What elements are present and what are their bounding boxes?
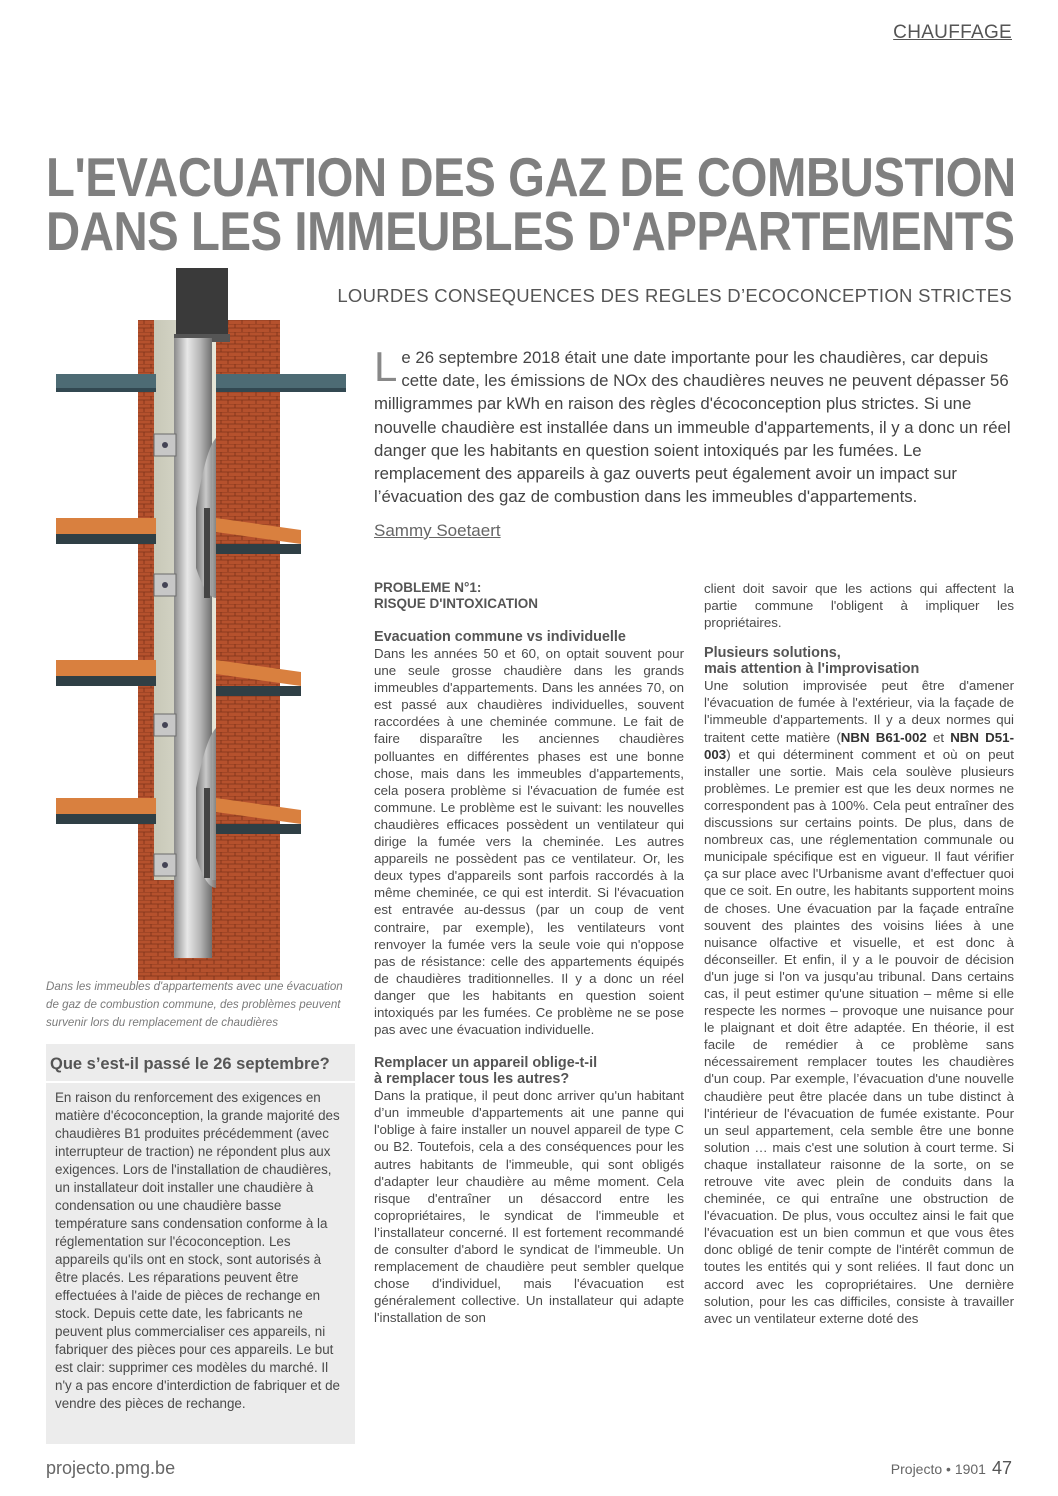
article-title-line1: L'EVACUATION DES GAZ DE COMBUSTION: [46, 146, 1016, 208]
author-byline[interactable]: Sammy Soetaert: [374, 521, 501, 540]
body-column-2: [704, 580, 1014, 1450]
footer-website-link[interactable]: projecto.pmg.be: [46, 1458, 176, 1478]
drop-cap: L: [374, 343, 398, 390]
subheading-remplacer: Remplacer un appareil oblige-t-il à remplacer tous les autres?: [374, 1055, 598, 1088]
chimney-illustration: [46, 268, 356, 980]
page-number: 47: [991, 1458, 1012, 1478]
problem-heading: PROBLEME N°1: RISQUE D'INTOXICATION: [374, 580, 538, 611]
norm-nbn-d51: NBN D51-003: [704, 729, 1014, 762]
issue-label: Projecto • 1901: [890, 1461, 986, 1477]
body-column-1: [374, 580, 684, 1450]
article-subtitle: LOURDES CONSEQUENCES DES REGLES D’ECOCONCEPTION STRICTES: [337, 285, 1012, 306]
article-title-line2: DANS LES IMMEUBLES D'APPARTEMENTS: [46, 200, 1015, 262]
figure-caption: Dans les immeubles d'appartements avec une évacuation de gaz de combustion commune, des problèmes peuvent survenir lors du remplacement de chaudières: [46, 980, 343, 1029]
norm-nbn-b61: NBN B61-002: [840, 729, 927, 745]
footer-issue: [891, 1458, 1012, 1479]
sidebar-text: En raison du renforcement des exigences en matière d'écoconception, la grande majorité des chaudières B1 produites précédemment (avec interrupteur de traction) ne répondent plus aux exigences. Lors de l'installation de chaudières, un installateur doit installer une chaudière à condensation ou une chaudière basse température sans condensation conforme à la réglementation sur l'écoconception. Les appareils qu'ils ont en stock, sont autorisés à être placés. Les réparations peuvent être effectuées à l'aide de pièces de rechange en stock. Depuis cette date, les fabricants ne peuvent plus commercialiser ces appareils, ni fabriquer des pièces pour ces appareils. Le but est clair: supprimer ces modèles du marché. Il n'y a pas encore d'interdiction de fabriquer et de vendre des pièces de rechange.: [55, 1090, 341, 1411]
subheading-solutions: Plusieurs solutions, mais attention à l'improvisation: [704, 645, 920, 678]
top-flue: [176, 268, 228, 338]
sidebar-title: Que s’est-il passé le 26 septembre?: [46, 1044, 355, 1083]
sidebar-box: [46, 1044, 355, 1444]
section-tag: CHAUFFAGE: [893, 22, 1012, 43]
paragraph-remplacer: Dans la pratique, il peut donc arriver qu'un habitant d’un immeuble d'appartements ait une panne qui l'oblige à faire installer un nouvel appareil de type C ou B2. Toutefois, cela a des conséquences pour les autres habitants de l'immeuble, qui sont obligés d'adapter leur chaudière au même moment. Cela risque d'entraîner un désaccord entre les copropriétaires, le syndicat de l'immeuble et l’installateur concerné. Il est fortement recommandé de consulter d'abord le syndicat de l'immeuble. Un remplacement de chaudière peut sembler quelque chose d'individuel, mais l'évacuation est généralement collective. Un installateur qui adapte l'installation de son: [374, 1088, 684, 1326]
article-title: [46, 146, 1016, 262]
paragraph-solutions: Une solution improvisée peut être d'amener l'évacuation de fumée à l'extérieur, via la façade de l'immeuble d'appartements. Il y a deux normes qui traitent cette matière (NBN B61-002 et NBN D51-003) et qui déterminent comment et où on peut installer une sortie. Mais cela soulève plusieurs problèmes. Le premier est que les deux normes ne correspondent pas à 100%. Cela peut entraîner des discussions sur certains points. De plus, dans de nombreux cas, une réglementation communale ou municipale spécifique est en vigueur. Il faut vérifier ça sur place avec l'Urbanisme avant d'effectuer quoi que ce soit. En outre, les habitants supportent moins de choses. Une évacuation par la façade entraîne souvent des plaintes des voisins liées à une nuisance olfactive et visuelle, et est donc à déconseiller. Et enfin, il y a le pouvoir de décision d'un juge si l'on va jusqu'au tribunal. Dans certains cas, il peut estimer qu'une situation – même si elle respecte les normes – provoque une nuisance pour le plaignant et doit être adaptée. En théorie, il est facile de remédier à ce problème sans nécessairement remplacer toutes les chaudières d'un coup. Par exemple, l’évacuation d'une nouvelle chaudière peut être placée dans un tube distinct à l'intérieur de l'évacuation de fumée existante. Pour un seul appartement, cela semble être une bonne solution … mais c'est une solution à court terme. Si chaque installateur raisonne de la sorte, on se retrouve vite avec plein de conduits dans la cheminée, ce qui entraîne une obstruction de l'évacuation. De plus, vous occultez ainsi le fait que l'évacuation est un bien commun et que vous êtes donc obligé de tenir compte de l'intérêt commun de toutes les entités qui y sont reliées. Il faut donc un accord avec les copropriétaires. Une dernière solution, pour les cas difficiles, consiste à travailler avec un ventilateur externe doté des: [704, 678, 1014, 1326]
lead-text: e 26 septembre 2018 était une date importante pour les chaudières, car depuis cette date, les émissions de NOx des chaudières neuves ne peuvent dépasser 56 milligrammes par kWh en raison des règles d'écoconception plus strictes. Si une nouvelle chaudière est installée dans un immeuble d'appartements, il y a donc un réel danger que les habitants en question soient intoxiqués par les fumées. Le remplacement des appareils à gaz ouverts peut également avoir un impact sur l’évacuation des gaz de combustion dans les immeubles d'appartements.: [374, 348, 1011, 507]
lead-paragraph: [374, 343, 1014, 508]
paragraph-evacuation: Dans les années 50 et 60, on optait souvent pour une seule grosse chaudière dans les grands immeubles d'appartements. Dans les années 70, on est passé aux chaudières individuelles, souvent raccordées à une cheminée commune. Le fait de faire disparaître les anciennes chaudières polluantes en différentes phases est une bonne chose, mais dans les immeubles d'appartements, cela posera problème si l'évacuation de fumée est commune. Le problème est le suivant: les nouvelles chaudières efficaces possèdent un ventilateur qui dirige la fumée vers la cheminée. Les autres appareils ne possèdent pas ce ventilateur. Or, les deux types d'appareils sont parfois raccordés à la même cheminée, ce qui est interdit. Si l'évacuation est entravée au-dessus (par un coup de vent contraire, par exemple), les ventilateurs vont renvoyer la fumée vers la seule voie qui n'oppose pas de résistance: celle des appartements équipés de chaudières traditionnelles. Il y a donc un réel danger que les habitants en question soient intoxiqués par les fumées. Ce problème ne se pose pas avec une évacuation individuelle.: [374, 646, 684, 1038]
paragraph-continued: client doit savoir que les actions qui affectent la partie commune l'obligent à impliquer les propriétaires.: [704, 581, 1014, 631]
subheading-evacuation: Evacuation commune vs individuelle: [374, 629, 626, 645]
